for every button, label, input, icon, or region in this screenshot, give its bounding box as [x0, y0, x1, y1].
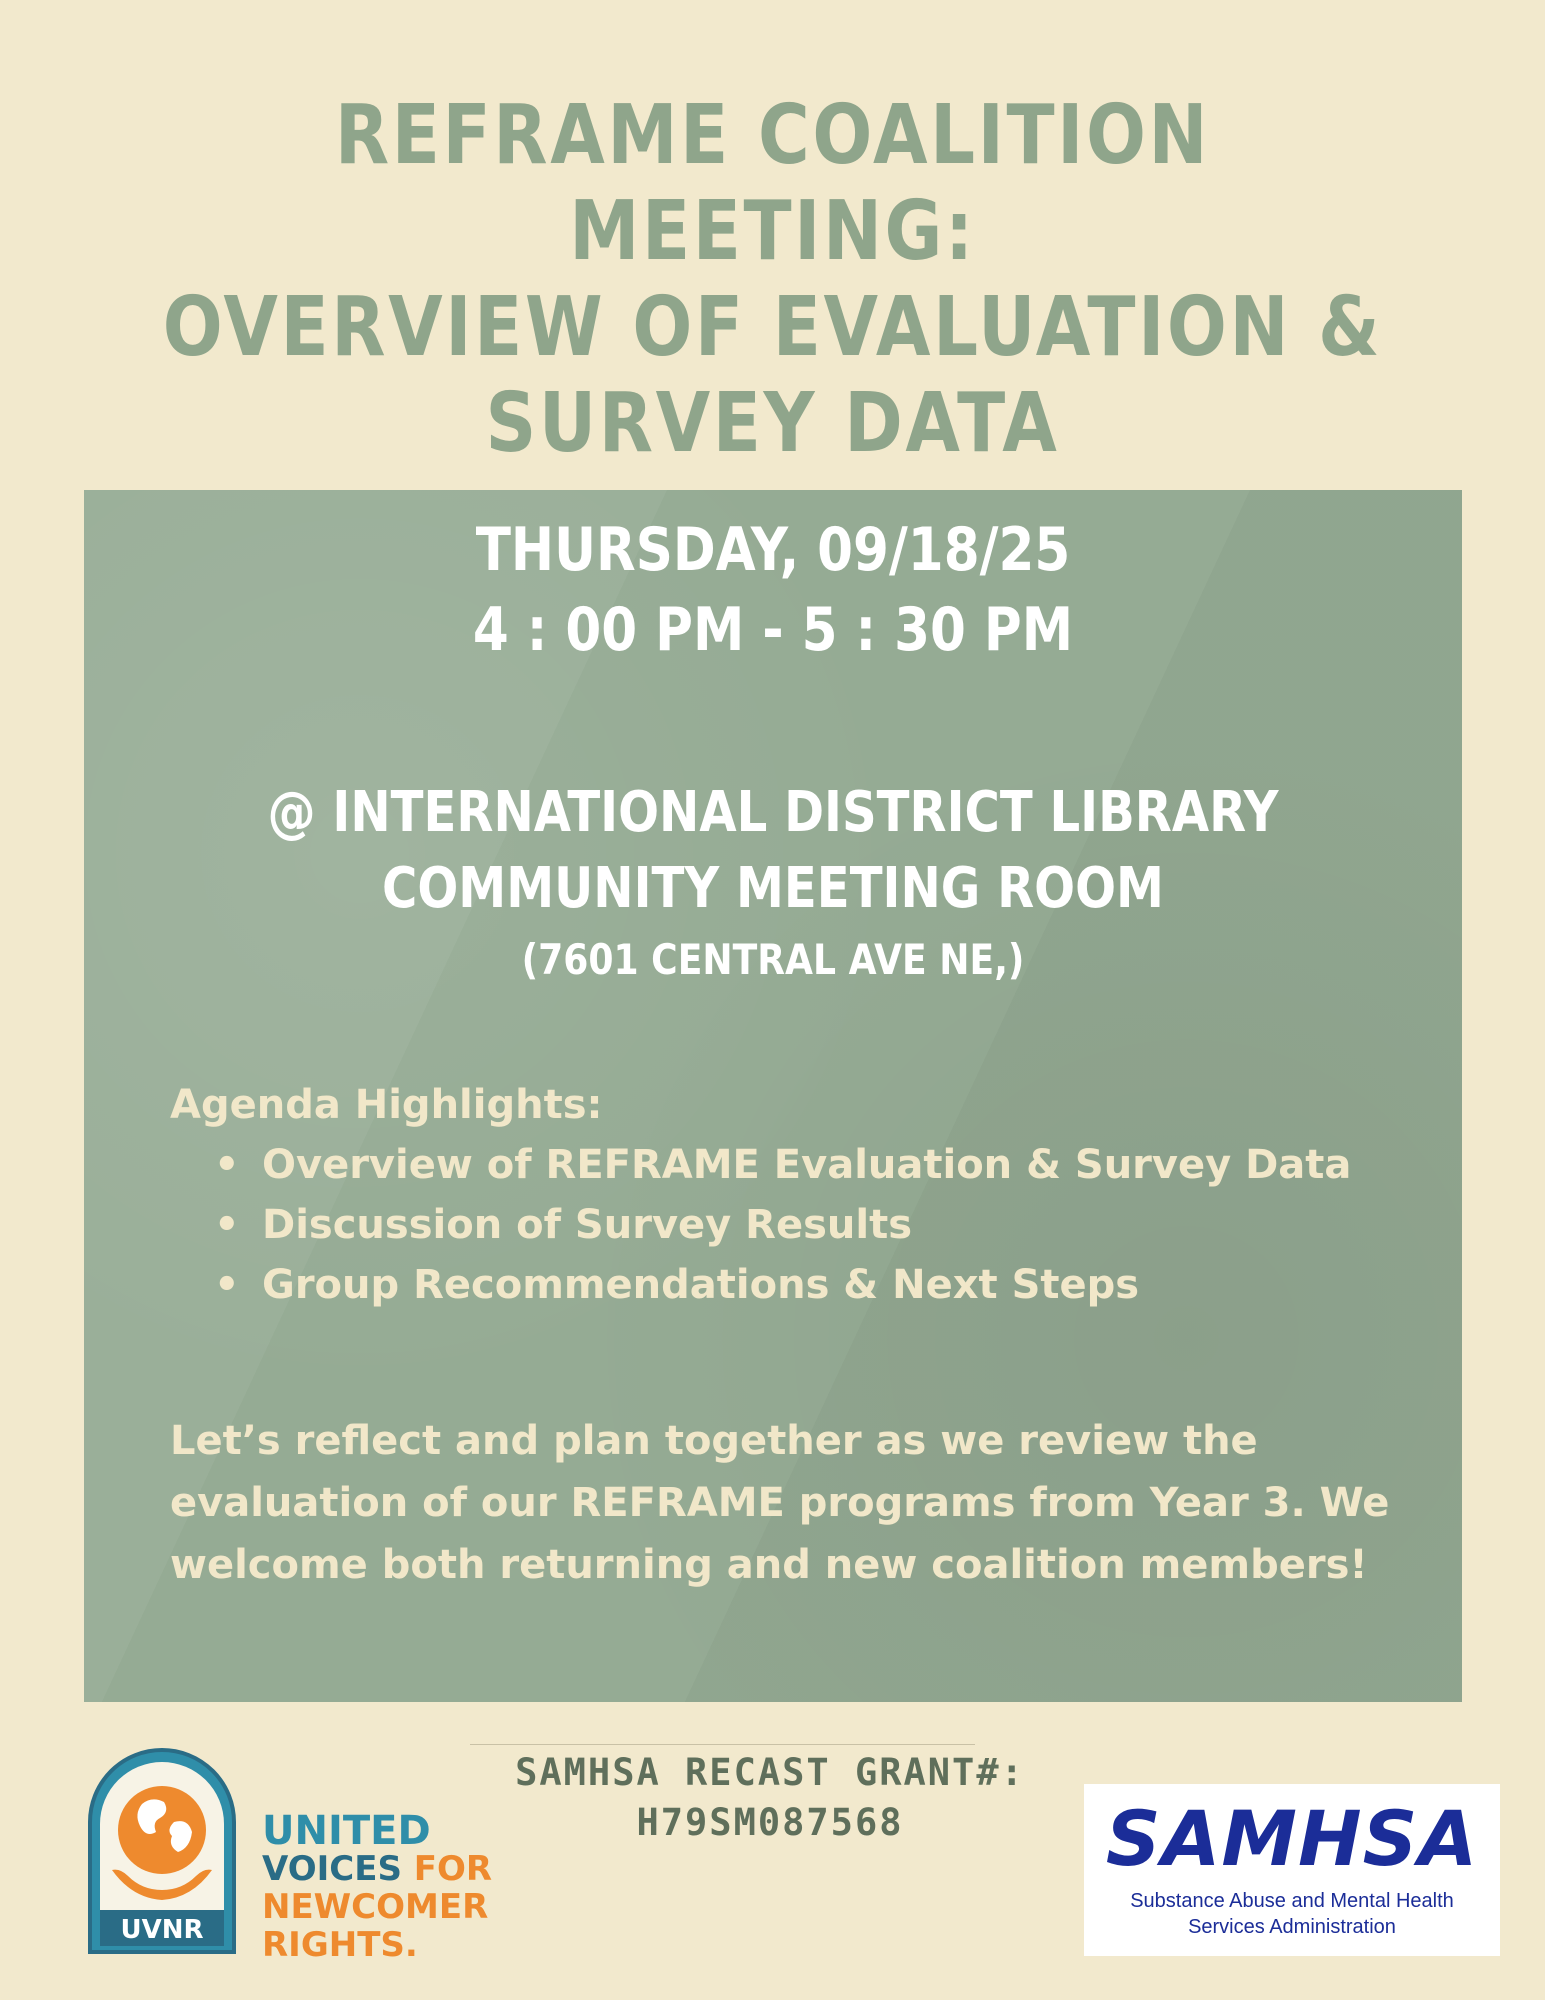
- agenda-item: [170, 1195, 1430, 1255]
- uvnr-wordmark: [262, 1808, 493, 1965]
- agenda-item: [170, 1255, 1430, 1315]
- bullet-icon: •: [214, 1202, 240, 1248]
- title-line: SURVEY DATA: [485, 376, 1060, 471]
- title-line: REFRAME COALITION MEETING:: [334, 88, 1211, 279]
- grant-number: H79SM087568: [636, 1801, 904, 1844]
- uvnr-line: UNITED: [262, 1808, 431, 1854]
- event-datetime: [180, 510, 1365, 670]
- venue-name: @ INTERNATIONAL DISTRICT LIBRARY: [267, 780, 1279, 845]
- grant-label: SAMHSA RECAST GRANT#:: [515, 1751, 1025, 1794]
- uvnr-line: RIGHTS.: [262, 1925, 418, 1965]
- bullet-icon: •: [214, 1142, 240, 1188]
- event-date: THURSDAY, 09/18/25: [475, 515, 1071, 585]
- event-details-panel: [84, 490, 1462, 1702]
- samhsa-logo: [1084, 1784, 1500, 1956]
- agenda-heading: Agenda Highlights:: [170, 1082, 603, 1128]
- agenda-item-text: Discussion of Survey Results: [262, 1202, 912, 1248]
- agenda-list: [170, 1135, 1430, 1315]
- event-venue: [180, 775, 1365, 927]
- agenda-item: [170, 1135, 1430, 1195]
- uvnr-logo-badge: [82, 1742, 242, 1962]
- venue-address: (7601 CENTRAL AVE NE,): [521, 935, 1025, 984]
- venue-room: COMMUNITY MEETING ROOM: [382, 856, 1164, 921]
- grant-info: [420, 1748, 1120, 1848]
- samhsa-wordmark: SAMHSA: [1105, 1794, 1479, 1883]
- samhsa-subtitle: Substance Abuse and Mental Health Services Administration: [1130, 1890, 1454, 1938]
- agenda-section: [170, 1075, 1430, 1315]
- grant-divider: [470, 1744, 975, 1745]
- uvnr-badge-label: UVNR: [120, 1915, 204, 1945]
- bullet-icon: •: [214, 1262, 240, 1308]
- page-title: [160, 88, 1386, 472]
- agenda-item-text: Overview of REFRAME Evaluation & Survey Data: [262, 1142, 1352, 1188]
- closing-message: Let’s reflect and plan together as we review the evaluation of our REFRAME programs from Year 3. We welcome both returning and new coalition members!: [170, 1418, 1390, 1588]
- title-line: OVERVIEW OF EVALUATION &: [162, 280, 1383, 375]
- agenda-item-text: Group Recommendations & Next Steps: [262, 1262, 1140, 1308]
- uvnr-line: VOICES FOR: [262, 1849, 493, 1889]
- event-time: 4 : 00 PM - 5 : 30 PM: [472, 595, 1074, 665]
- uvnr-line: NEWCOMER: [262, 1887, 489, 1927]
